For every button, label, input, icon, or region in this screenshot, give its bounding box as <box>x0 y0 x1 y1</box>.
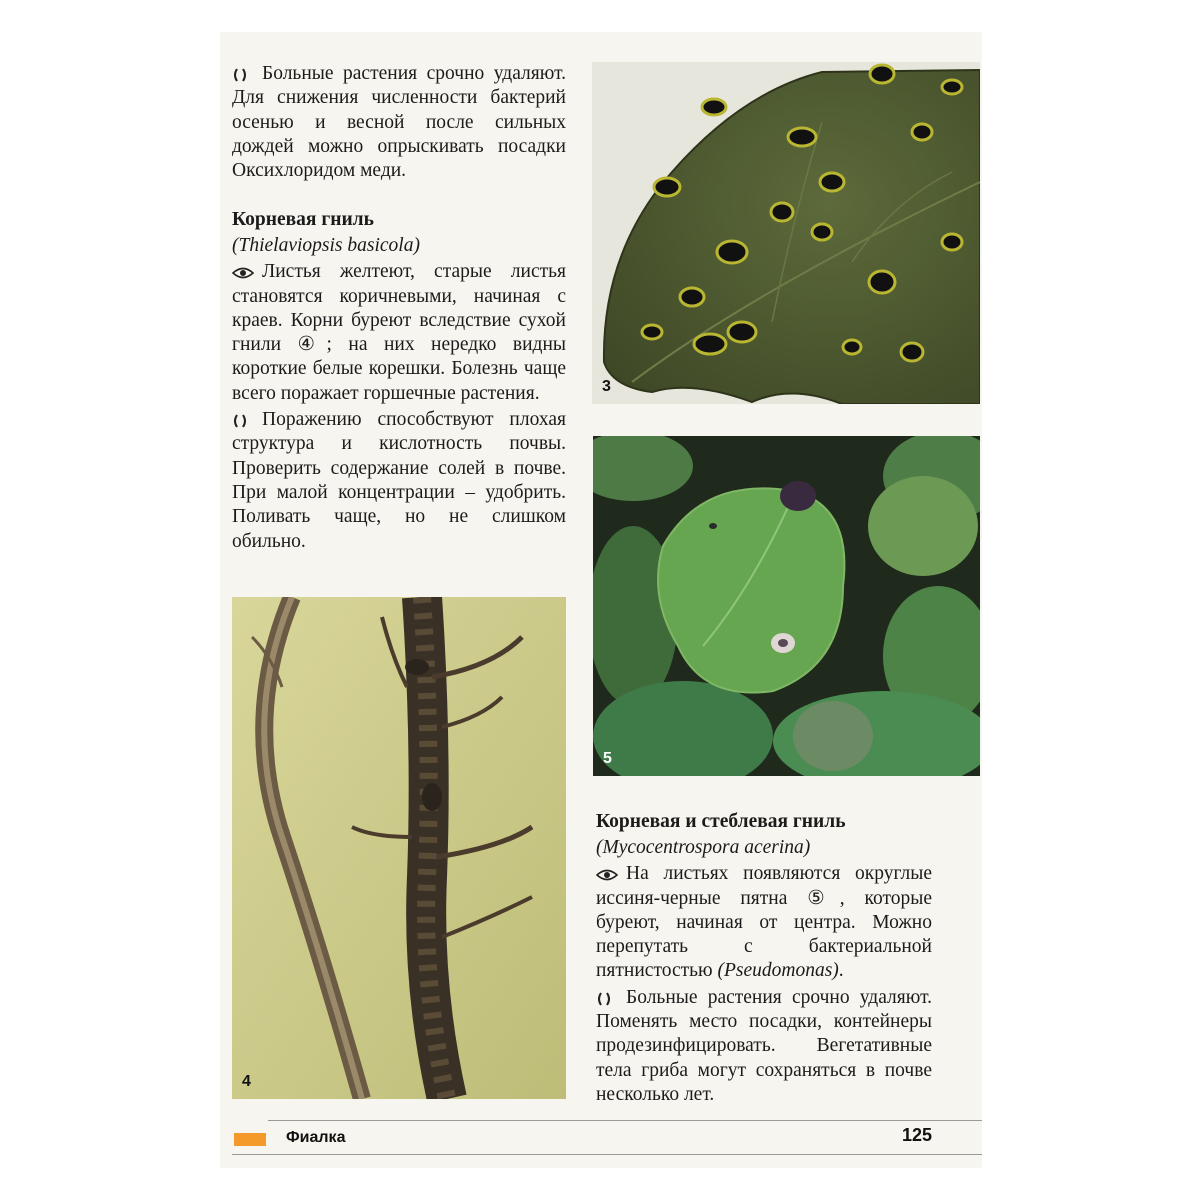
photo-leaf-spots <box>592 62 980 404</box>
latin-root-rot: (Thielaviopsis basicola) <box>232 235 420 256</box>
remedy-text: Больные растения срочно удаляют. Для снижения численности бактерий осенью и весной после сильных дождей можно опрыскивать посадки Оксихлоридом меди. <box>232 63 566 182</box>
parentheses-icon <box>596 989 626 1003</box>
symptoms-text: Листья желтеют, старые листья становятся коричневыми, начиная с краев. Корни буреют вследствие сухой гнили ④; на них нередко видны короткие белые корешки. Болезнь чаще всего поражает горшечные растения. <box>232 261 566 404</box>
text-block-top <box>232 62 566 183</box>
photo-number-3: 3 <box>602 378 611 395</box>
heading-root-rot: Корневая гниль <box>232 209 374 230</box>
leaf-spots-illustration <box>592 62 980 404</box>
text-block-root-stem-rot <box>596 810 932 1107</box>
photo-green-leaves <box>593 436 980 776</box>
roots-illustration <box>232 597 566 1099</box>
parentheses-icon <box>232 65 262 79</box>
symptoms-end: . <box>838 960 844 982</box>
remedy-text: Поражению способствуют плохая структура и кислотность почвы. Проверить содержание солей в почве. При малой концентрации – удобрить. Поливать чаще, но не слишком обильно. <box>232 409 566 552</box>
symptoms-text: На листьях появляются округлые иссиня-черные пятна ⑤, которые буреют, начиная от центра. Можно перепутать с бактериальной пятнистостью <box>596 863 932 982</box>
footer-rule-top <box>268 1120 982 1121</box>
text-block-root-rot <box>232 208 566 554</box>
symptoms-latin: (Pseudomonas) <box>717 960 839 982</box>
footer-section-label: Фиалка <box>286 1129 346 1146</box>
page-number: 125 <box>901 1125 932 1145</box>
heading-root-stem-rot: Корневая и стеблевая гниль <box>596 811 846 832</box>
photo-number-5: 5 <box>603 750 612 767</box>
photo-roots <box>232 597 566 1099</box>
remedy-text: Больные растения срочно удаляют. Поменять место посадки, контейнеры продезинфицировать. Вегетативные тела гриба могут сохраняться в почве несколько лет. <box>596 986 932 1105</box>
footer-rule-bottom <box>232 1154 982 1155</box>
photo-number-4: 4 <box>242 1073 251 1090</box>
eye-icon <box>232 263 262 277</box>
green-leaves-illustration <box>593 436 980 776</box>
footer-accent-block <box>234 1133 266 1146</box>
parentheses-icon <box>232 411 262 425</box>
latin-root-stem-rot: (Mycocentrospora acerina) <box>596 837 811 858</box>
eye-icon <box>596 865 626 879</box>
